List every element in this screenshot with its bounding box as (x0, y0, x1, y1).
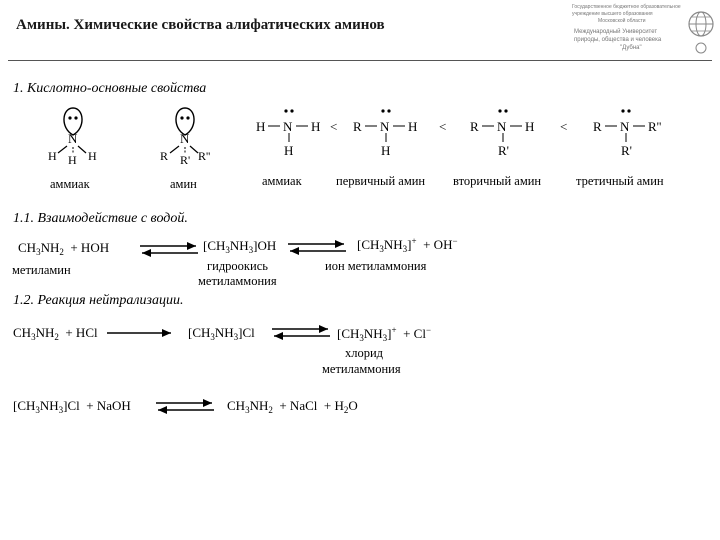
basicity-series (250, 104, 700, 164)
equation-term: $CH_3NH_2$ + HCl (13, 325, 98, 342)
svg-text:<: < (560, 119, 568, 134)
svg-text:<: < (330, 119, 338, 134)
svg-text:R: R (353, 119, 362, 134)
series-label-tertiary: третичный амин (576, 174, 664, 188)
svg-text:N: N (620, 119, 630, 134)
svg-text:R': R' (180, 153, 191, 167)
svg-text:R: R (160, 149, 169, 163)
svg-text:N: N (497, 119, 507, 134)
equation-term: $[CH_3NH_3]^+ + Cl^-$ (337, 325, 432, 343)
molecule-structures (40, 100, 230, 180)
equilibrium-arrow (270, 323, 332, 343)
svg-text:<: < (439, 119, 447, 134)
logo-org-line: Государственное бюджетное образовательное (572, 4, 681, 10)
product-name: метиламмония (198, 274, 277, 288)
svg-text:R: R (593, 119, 602, 134)
section-heading: 1.2. Реакция нейтрализации. (13, 293, 184, 308)
amine-caption: амин (170, 177, 197, 191)
svg-text:H: H (408, 119, 418, 134)
svg-text:N: N (68, 131, 78, 146)
svg-text:N: N (380, 119, 390, 134)
section-heading: 1. Кислотно-основные свойства (13, 81, 207, 96)
amine-structure (160, 108, 210, 167)
equilibrium-arrow (286, 238, 348, 258)
svg-text:R: R (470, 119, 479, 134)
svg-text:R': R' (498, 143, 510, 158)
equation-term: $CH_3NH_2$ + NaCl + $H_2O$ (227, 398, 358, 415)
svg-text:H: H (284, 143, 294, 158)
product-name: гидроокись (207, 259, 268, 273)
ammonia-caption: аммиак (50, 177, 90, 191)
equation-term: $CH_3NH_2$ + HOH (18, 240, 110, 257)
equation-term: $[CH_3NH_3]Cl$ (188, 325, 255, 342)
logo-university-line: природы, общества и человека (574, 37, 662, 43)
reactant-name: метиламин (12, 263, 71, 277)
svg-text:H: H (48, 149, 57, 163)
equilibrium-arrow (138, 240, 200, 260)
equation-term: $[CH_3NH_3]^+ + OH^-$ (357, 236, 458, 254)
equation-term: $[CH_3NH_3]OH$ (203, 238, 277, 255)
ions-name: ион метиламмония (325, 259, 427, 273)
reaction-arrow (105, 326, 175, 340)
svg-text:H: H (381, 143, 391, 158)
equation-term: $[CH_3NH_3]Cl$ + NaOH (13, 398, 131, 415)
svg-text:H: H (88, 149, 97, 163)
series-label-primary: первичный амин (336, 174, 426, 188)
globe-icon (686, 6, 716, 54)
product-name: хлорид (345, 346, 384, 360)
logo-org-line: учреждение высшего образования (572, 11, 653, 17)
svg-text:R'': R'' (198, 149, 211, 163)
series-label-ammonia: аммиак (262, 174, 302, 188)
university-logo (568, 0, 720, 58)
section-heading: 1.1. Взаимодействие с водой. (13, 211, 188, 226)
logo-university-line: Международный Университет (574, 29, 658, 35)
svg-text:R': R' (621, 143, 633, 158)
svg-text:N: N (283, 119, 293, 134)
svg-text:H: H (311, 119, 321, 134)
ammonia-structure (48, 108, 97, 167)
logo-university-line: "Дубна" (620, 45, 642, 51)
svg-text:R'': R'' (648, 119, 662, 134)
svg-text:H: H (68, 153, 77, 167)
svg-text:N: N (180, 131, 190, 146)
svg-text:H: H (256, 119, 266, 134)
series-label-secondary: вторичный амин (453, 174, 542, 188)
page-title: Амины. Химические свойства алифатических аминов (16, 17, 385, 33)
product-name: метиламмония (322, 362, 401, 376)
logo-org-line: Московской области (598, 18, 646, 24)
svg-text:H: H (525, 119, 535, 134)
equilibrium-arrow (154, 397, 216, 417)
header-divider (8, 60, 712, 61)
